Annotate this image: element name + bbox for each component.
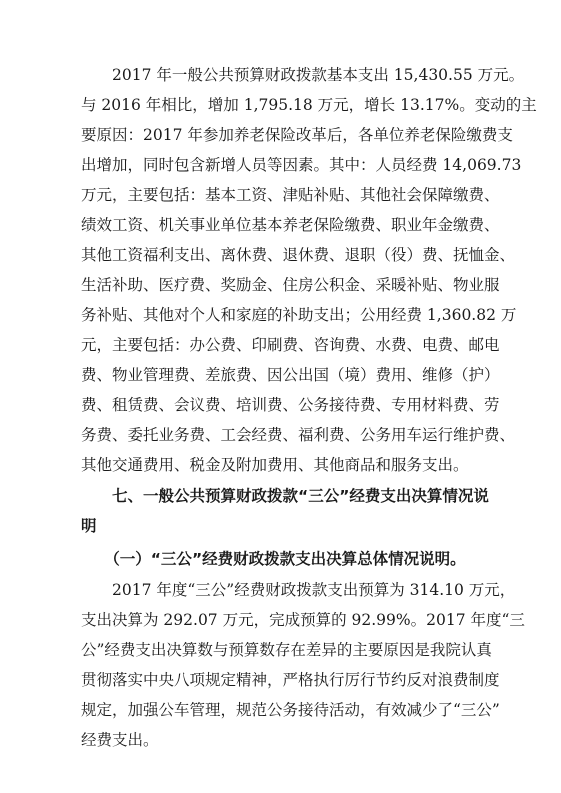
- body-text-line: 其他工资福利支出、离休费、退休费、退职（役）费、抚恤金、: [81, 246, 516, 264]
- body-text-line: 公”经费支出决算数与预算数存在差异的主要原因是我院认真: [81, 641, 492, 659]
- body-text-line: 绩效工资、机关事业单位基本养老保险缴费、职业年金缴费、: [81, 216, 500, 234]
- body-text-line: 生活补助、医疗费、奖励金、住房公积金、采暖补贴、物业服: [81, 276, 500, 294]
- body-text-line: 万元，主要包括：基本工资、津贴补贴、其他社会保障缴费、: [81, 186, 500, 204]
- subsection-heading: （一）“三公”经费财政拨款支出决算总体情况说明。: [81, 550, 466, 568]
- body-text-line: 务费、委托业务费、工会经费、福利费、公务用车运行维护费、: [81, 426, 516, 444]
- section-heading: 明: [81, 517, 97, 535]
- body-text-line: 与 2016 年相比，增加 1,795.18 万元，增长 13.17%。变动的主: [81, 96, 537, 114]
- body-text-line: 支出决算为 292.07 万元，完成预算的 92.99%。2017 年度“三: [81, 611, 525, 629]
- body-text-line: 要原因：2017 年参加养老保险改革后，各单位养老保险缴费支: [81, 126, 513, 144]
- body-text-line: 2017 年一般公共预算财政拨款基本支出 15,430.55 万元。: [81, 66, 525, 84]
- body-text-line: 出增加，同时包含新增人员等因素。其中：人员经费 14,069.73: [81, 156, 522, 174]
- body-text-line: 规定，加强公车管理，规范公务接待活动，有效减少了“三公”: [81, 701, 500, 719]
- body-text-line: 务补贴、其他对个人和家庭的补助支出；公用经费 1,360.82 万: [81, 306, 517, 324]
- body-text-line: 其他交通费用、税金及附加费用、其他商品和服务支出。: [81, 456, 469, 474]
- body-text-line: 费、租赁费、会议费、培训费、公务接待费、专用材料费、劳: [81, 396, 500, 414]
- body-text-line: 元，主要包括：办公费、印刷费、咨询费、水费、电费、邮电: [81, 336, 500, 354]
- body-text-line: 贯彻落实中央八项规定精神，严格执行厉行节约反对浪费制度: [81, 671, 500, 689]
- section-heading: 七、一般公共预算财政拨款“三公”经费支出决算情况说: [81, 487, 489, 505]
- body-text-line: 费、物业管理费、差旅费、因公出国（境）费用、维修（护）: [81, 366, 500, 384]
- body-text-line: 经费支出。: [81, 731, 159, 749]
- body-text-line: 2017 年度“三公”经费财政拨款支出预算为 314.10 万元，: [81, 581, 516, 599]
